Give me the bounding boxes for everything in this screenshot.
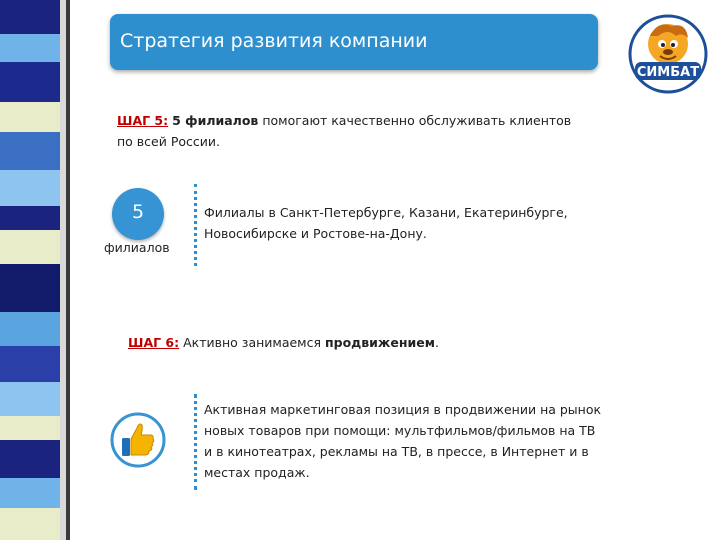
stripe-edge bbox=[66, 0, 70, 540]
decorative-stripe bbox=[0, 0, 70, 540]
step6-bold: продвижением bbox=[324, 335, 435, 350]
logo-text: СИМБАТ bbox=[636, 65, 700, 80]
branches-badge bbox=[112, 188, 164, 240]
marketing-text: Активная маркетинговая позиция в продвижении на рынок новых товаров при помощи: мультфильмов/фильмов на ТВ и в кинотеатрах, рекламы на ТВ, в прессе, в Интернет и в местах продаж. bbox=[204, 402, 602, 480]
step6-body: Активно занимаемся bbox=[183, 335, 321, 350]
badge-caption: филиалов bbox=[104, 240, 170, 255]
step6-end: . bbox=[434, 335, 439, 350]
step5-label: ШАГ 5: bbox=[117, 113, 169, 128]
step5-body: помогают качественно обслуживать клиентов по всей России. bbox=[117, 113, 572, 149]
thumbs-up-icon bbox=[110, 412, 166, 468]
dotted-divider bbox=[194, 184, 197, 266]
step6-text bbox=[128, 332, 598, 353]
branches-text: Филиалы в Санкт-Петербурге, Казани, Екатеринбурге, Новосибирске и Ростове-на-Дону. bbox=[204, 205, 568, 241]
dotted-divider bbox=[194, 394, 197, 490]
lion-logo-icon bbox=[628, 14, 708, 94]
badge-number: 5 bbox=[131, 201, 145, 223]
step5-bold: 5 филиалов bbox=[172, 113, 259, 128]
page-title: Стратегия развития компании bbox=[120, 30, 428, 52]
step5-text bbox=[117, 110, 587, 152]
title-banner bbox=[110, 14, 598, 70]
step6-label: ШАГ 6: bbox=[128, 335, 180, 350]
